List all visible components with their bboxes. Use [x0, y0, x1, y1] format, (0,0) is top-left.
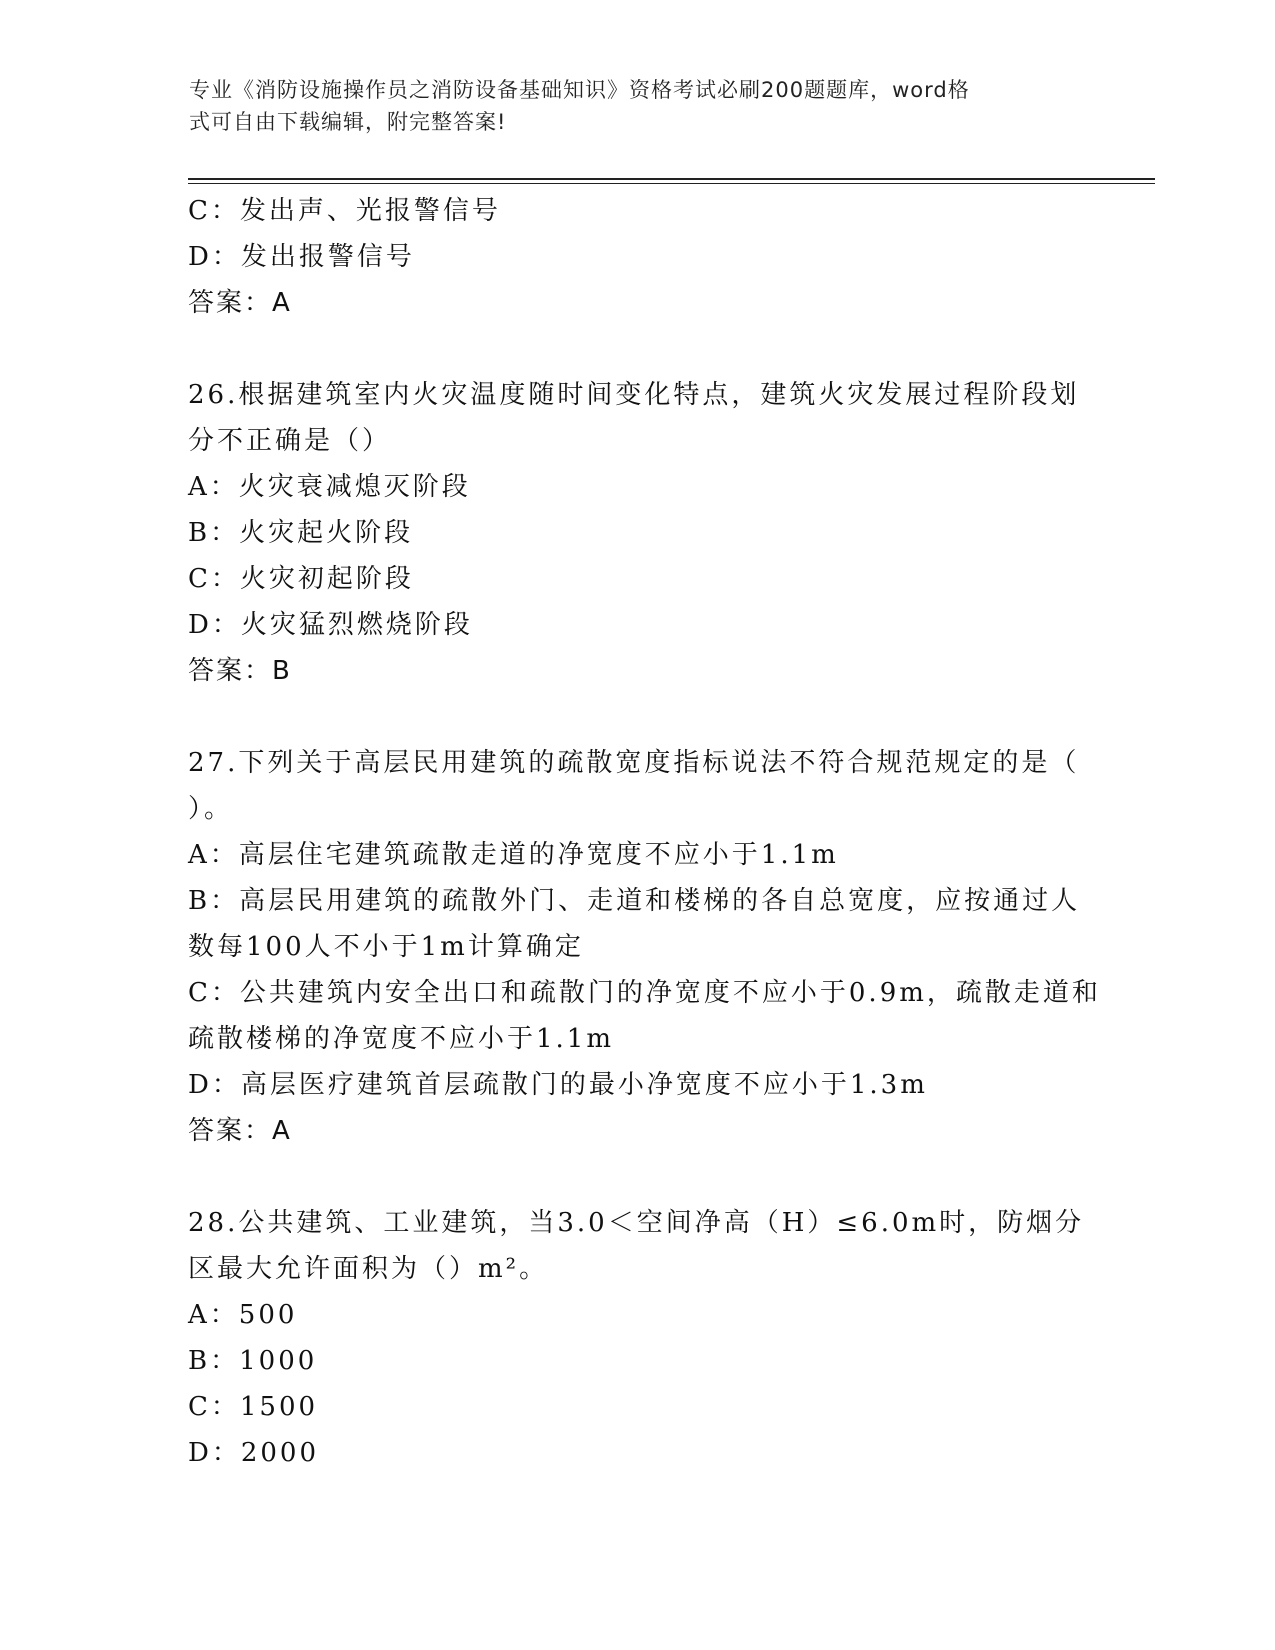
option-c-line-1: C：公共建筑内安全出口和疏散门的净宽度不应小于0.9m，疏散走道和 — [188, 978, 1101, 1008]
option-c: C：1500 — [188, 1392, 319, 1422]
document-header — [189, 74, 1079, 138]
answer-25: 答案：A — [188, 288, 292, 318]
question-26-line-2: 分不正确是（） — [188, 426, 392, 456]
question-28-line-1: 28.公共建筑、工业建筑，当3.0＜空间净高（H）≤6.0m时，防烟分 — [188, 1208, 1085, 1238]
option-d: D：发出报警信号 — [188, 242, 415, 272]
spacer — [188, 326, 1088, 372]
answer-27: 答案：A — [188, 1116, 292, 1146]
option-c: C：火灾初起阶段 — [188, 564, 414, 594]
question-26-line-1: 26.根据建筑室内火灾温度随时间变化特点，建筑火灾发展过程阶段划 — [188, 380, 1080, 410]
spacer — [188, 694, 1088, 740]
option-b-line-1: B：高层民用建筑的疏散外门、走道和楼梯的各自总宽度，应按通过人 — [188, 886, 1081, 916]
option-c-line-2: 疏散楼梯的净宽度不应小于1.1m — [188, 1024, 615, 1054]
option-a: A：高层住宅建筑疏散走道的净宽度不应小于1.1m — [188, 840, 839, 870]
option-b: B：1000 — [188, 1346, 318, 1376]
option-c: C：发出声、光报警信号 — [188, 196, 501, 226]
option-a: A：500 — [188, 1300, 298, 1330]
question-28-line-2: 区最大允许面积为（）m²。 — [188, 1254, 549, 1284]
question-27-line-1: 27.下列关于高层民用建筑的疏散宽度指标说法不符合规范规定的是（ — [188, 748, 1080, 778]
option-d: D：高层医疗建筑首层疏散门的最小净宽度不应小于1.3m — [188, 1070, 928, 1100]
header-line-2: 式可自由下载编辑，附完整答案! — [189, 110, 507, 134]
answer-26: 答案：B — [188, 656, 292, 686]
header-rule-thin — [188, 183, 1155, 184]
option-b: B：火灾起火阶段 — [188, 518, 414, 548]
option-b-line-2: 数每100人不小于1m计算确定 — [188, 932, 584, 962]
header-rule-thick — [188, 178, 1155, 180]
header-line-1: 专业《消防设施操作员之消防设备基础知识》资格考试必刷200题题库，word格 — [189, 78, 970, 102]
option-a: A：火灾衰减熄灭阶段 — [188, 472, 471, 502]
question-27-line-2: ）。 — [188, 794, 234, 824]
option-d: D：火灾猛烈燃烧阶段 — [188, 610, 473, 640]
option-d: D：2000 — [188, 1438, 320, 1468]
spacer — [188, 1154, 1088, 1200]
question-content — [188, 188, 1101, 1476]
